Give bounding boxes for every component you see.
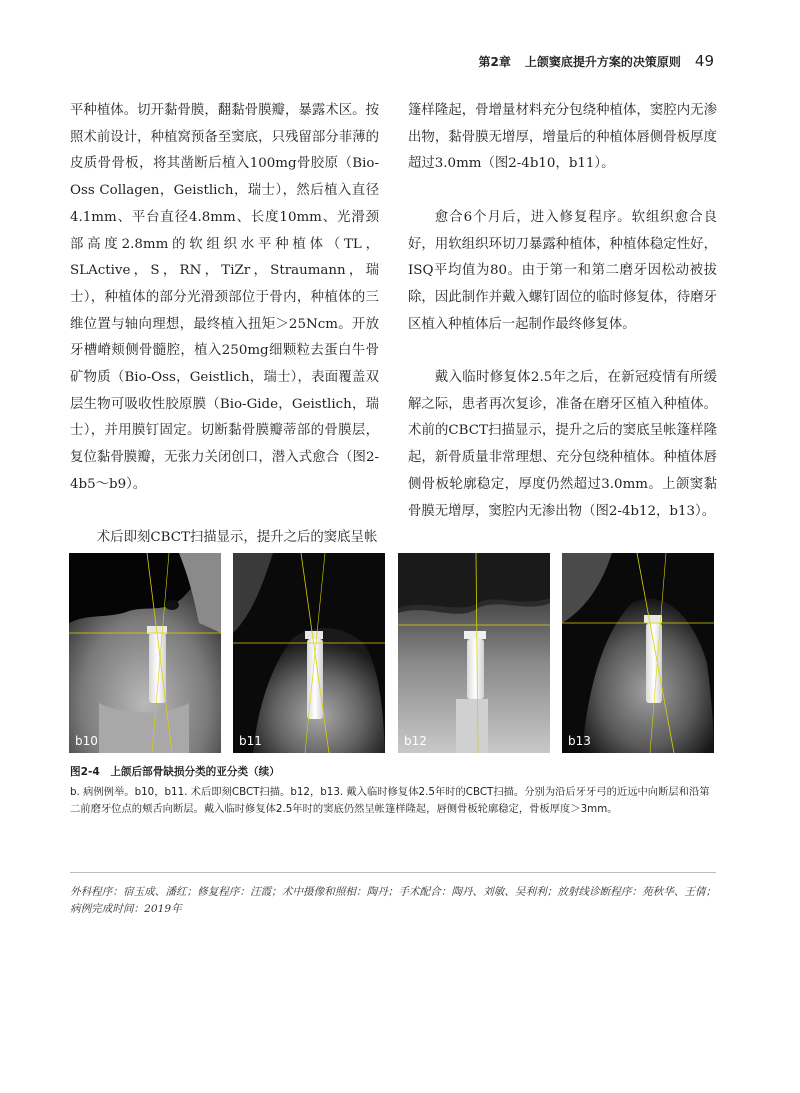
cbct-panel-b12 [398,553,550,753]
cbct-image-b10 [69,553,221,753]
figure-caption-title: 图2-4 上颌后部骨缺损分类的亚分类（续） [70,766,280,778]
left-column [70,98,379,552]
panel-label-b12: b12 [404,734,427,748]
figure-caption-body: b. 病例例举。b10，b11. 术后即刻CBCT扫描。b12，b13. 戴入临时修复体2.5年时的CBCT扫描。分别为沿后牙牙弓的近远中向断层和沿第二前磨牙位点的颊舌向断层。戴入临时修复体2.5年时的窦底仍然呈帐篷样隆起，唇侧骨板轮廓稳定，骨板厚度＞3mm。 [70,786,710,815]
case-credits: 外科程序：宿玉成、潘红；修复程序：汪霞；术中摄像和照相：陶丹；手术配合：陶丹、刘敏、吴利利；放射线诊断程序：苑秋华、王倩；病例完成时间：2019年 [70,886,717,915]
panel-label-b13: b13 [568,734,591,748]
credits-divider [70,872,716,873]
page-number: 49 [694,52,714,70]
left-paragraph-2: 术后即刻CBCT扫描显示，提升之后的窦底呈帐 [96,530,378,546]
panel-label-b11: b11 [239,734,262,748]
right-paragraph-2: 愈合6个月后，进入修复程序。软组织愈合良好，用软组织环切刀暴露种植体，种植体稳定性好，ISQ平均值为80。由于第一和第二磨牙因松动被拔除，因此制作并戴入螺钉固位的临时修复体，待磨牙区植入种植体后一起制作最终修复体。 [408,209,717,332]
right-paragraph-3: 戴入临时修复体2.5年之后，在新冠疫情有所缓解之际，患者再次复诊，准备在磨牙区植入种植体。术前的CBCT扫描显示，提升之后的窦底呈帐篷样隆起，新骨质量非常理想、充分包绕种植体。种植体唇侧骨板轮廓稳定，厚度仍然超过3.0mm。上颌窦黏骨膜无增厚，窦腔内无渗出物（图2-4b12，b13）。 [408,370,717,519]
cbct-image-b11 [233,553,385,753]
right-paragraph-1: 篷样隆起，骨增量材料充分包绕种植体，窦腔内无渗出物，黏骨膜无增厚，增量后的种植体唇侧骨板厚度超过3.0mm（图2-4b10，b11）。 [408,103,717,172]
panel-label-b10: b10 [75,734,98,748]
running-header [479,52,714,70]
chapter-title: 上颌窦底提升方案的决策原则 [524,55,681,69]
cbct-figure [69,553,714,753]
right-column [408,98,717,525]
left-paragraph-1: 平种植体。切开黏骨膜，翻黏骨膜瓣，暴露术区。按照术前设计，种植窝预备至窦底，只残留部分菲薄的皮质骨骨板，将其凿断后植入100mg骨胶原（Bio-Oss Collagen，Geistlich，瑞士），然后植入直径4.1mm、平台直径4.8mm、长度10mm、光滑颈部高度2.8mm的软组织水平种植体（TL，SLActive，S，RN，TiZr，Straumann，瑞士），种植体的部分光滑颈部位于骨内，种植体的三维位置与轴向理想，最终植入扭矩＞25Ncm。开放牙槽嵴颊侧骨髓腔，植入250mg细颗粒去蛋白牛骨矿物质（Bio-Oss，Geistlich，瑞士），表面覆盖双层生物可吸收性胶原膜（Bio-Gide，Geistlich，瑞士），并用膜钉固定。切断黏骨膜瓣蒂部的骨膜层，复位黏骨膜瓣，无张力关闭创口，潜入式愈合（图2-4b5～b9）。 [70,103,379,492]
cbct-panel-b11 [233,553,385,753]
cbct-image-b13 [562,553,714,753]
cbct-panel-b10 [69,553,221,753]
cbct-image-b12 [398,553,550,753]
chapter-number: 第2章 [478,55,511,69]
cbct-panel-b13 [562,553,714,753]
